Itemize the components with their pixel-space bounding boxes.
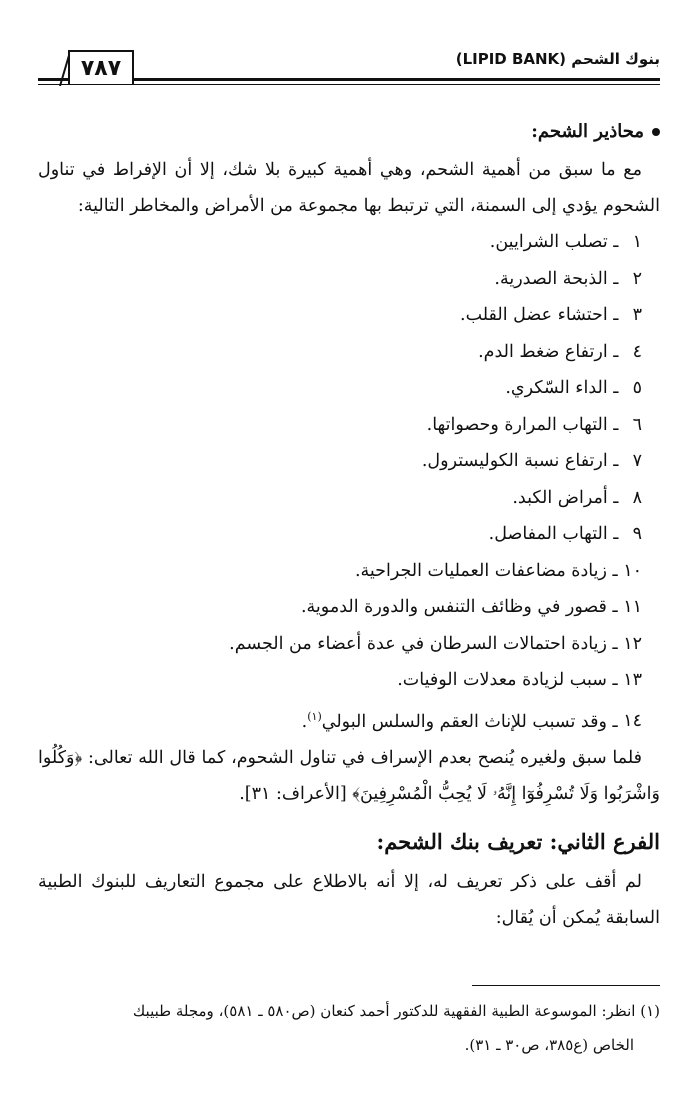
item-text: ـ التهاب المرارة وحصواتها. [426,414,619,435]
closing-paragraph [38,740,660,812]
header-rule-thin [38,84,660,85]
list-item [38,370,642,407]
item-text: ـ أمراض الكبد. [512,487,619,508]
item-number: ٤ [632,341,642,362]
list-item [38,589,642,626]
item-text: ـ تصلب الشرايين. [489,232,619,252]
item-text: ـ زيادة احتمالات السرطان في عدة أعضاء من الجسم. [229,633,618,654]
item-number: ١٢ [623,633,642,654]
item-text: ـ وقد تسبب للإناث العقم والسلس البولي [321,711,618,732]
item-number: ٨ [632,487,642,508]
footnotes [38,994,660,1062]
running-title: بنوك الشحم (LIPID BANK) [455,50,660,68]
item-text: ـ ارتفاع ضغط الدم. [478,341,619,362]
list-item [38,662,642,699]
page-number-box [68,50,134,84]
section-heading-risks [38,114,660,150]
item-number: ١ [632,232,642,252]
item-number: ٣ [632,305,642,325]
definition-paragraph: لم أقف على ذكر تعريف له، إلا أنه بالاطلاع على مجموع التعاريف للبنوك الطبية السابقة يُمكن أن يُقال: [38,871,660,928]
list-item [38,480,642,517]
footnote-line-1: انظر: الموسوعة الطبية الفقهية للدكتور أحمد كنعان (ص٥٨٠ ـ ٥٨١)، ومجلة طبيبك [132,1002,636,1020]
item-number: ٦ [632,414,642,435]
item-number: ٩ [632,524,642,544]
closing-text: فلما سبق ولغيره يُنصح بعدم الإسراف في تناول الشحوم، كما قال الله تعالى: [88,747,642,768]
list-item [38,407,642,444]
item-number: ٢ [632,268,642,289]
item-number: ١٣ [623,670,642,690]
list-item [38,261,642,298]
item-number: ١١ [623,597,642,617]
item-text: ـ ارتفاع نسبة الكوليسترول. [421,451,619,471]
footnote-line-2: الخاص (ع٣٨٥، ص٣٠ ـ ٣١). [464,1036,634,1054]
footnote-item [38,994,660,1028]
footnote-ref[interactable]: (١) [307,709,322,723]
list-item [38,443,642,480]
quran-verse: ﴿وَكُلُوا وَاشْرَبُوا وَلَا تُسْرِفُوٓا إِنَّهُۥ لَا يُحِبُّ الْمُسْرِفِينَ﴾ [38,747,660,804]
item-text: ـ الداء السّكري. [505,378,619,398]
item-number: ١٤ [623,711,642,732]
footnote-marker: (١) [640,1002,660,1020]
item-number: ٧ [632,451,642,471]
list-item [38,553,642,590]
main-content [38,108,660,936]
list-item [38,516,642,553]
item-text: ـ التهاب المفاصل. [488,524,619,544]
item-text: ـ احتشاء عضل القلب. [460,305,619,325]
item-end: . [301,711,308,732]
risk-list [38,224,660,740]
section-heading-definition: الفرع الثاني: تعريف بنك الشحم: [376,828,660,854]
item-text: ـ سبب لزيادة معدلات الوفيات. [397,670,618,690]
footnote-rule [472,985,660,986]
list-item [38,224,642,261]
item-number: ٥ [632,378,642,398]
item-text: ـ قصور في وظائف التنفس والدورة الدموية. [300,597,618,617]
list-item [38,699,642,740]
item-text: ـ زيادة مضاعفات العمليات الجراحية. [354,560,618,581]
item-text: ـ الذبحة الصدرية. [494,268,619,289]
list-item [38,297,642,334]
page-number: ٧٨٧ [80,55,122,81]
list-item [38,626,642,663]
bullet-icon [652,128,660,136]
section-heading-text: محاذير الشحم: [531,121,644,142]
intro-paragraph: مع ما سبق من أهمية الشحم، وهي أهمية كبيرة بلا شك، إلا أن الإفراط في تناول الشحوم يؤدي إلى السمنة، التي ترتبط بها مجموعة من الأمراض والمخاطر التالية: [38,160,660,216]
verse-reference: [الأعراف: ٣١]. [239,783,347,804]
item-number: ١٠ [623,560,642,581]
list-item [38,334,642,371]
